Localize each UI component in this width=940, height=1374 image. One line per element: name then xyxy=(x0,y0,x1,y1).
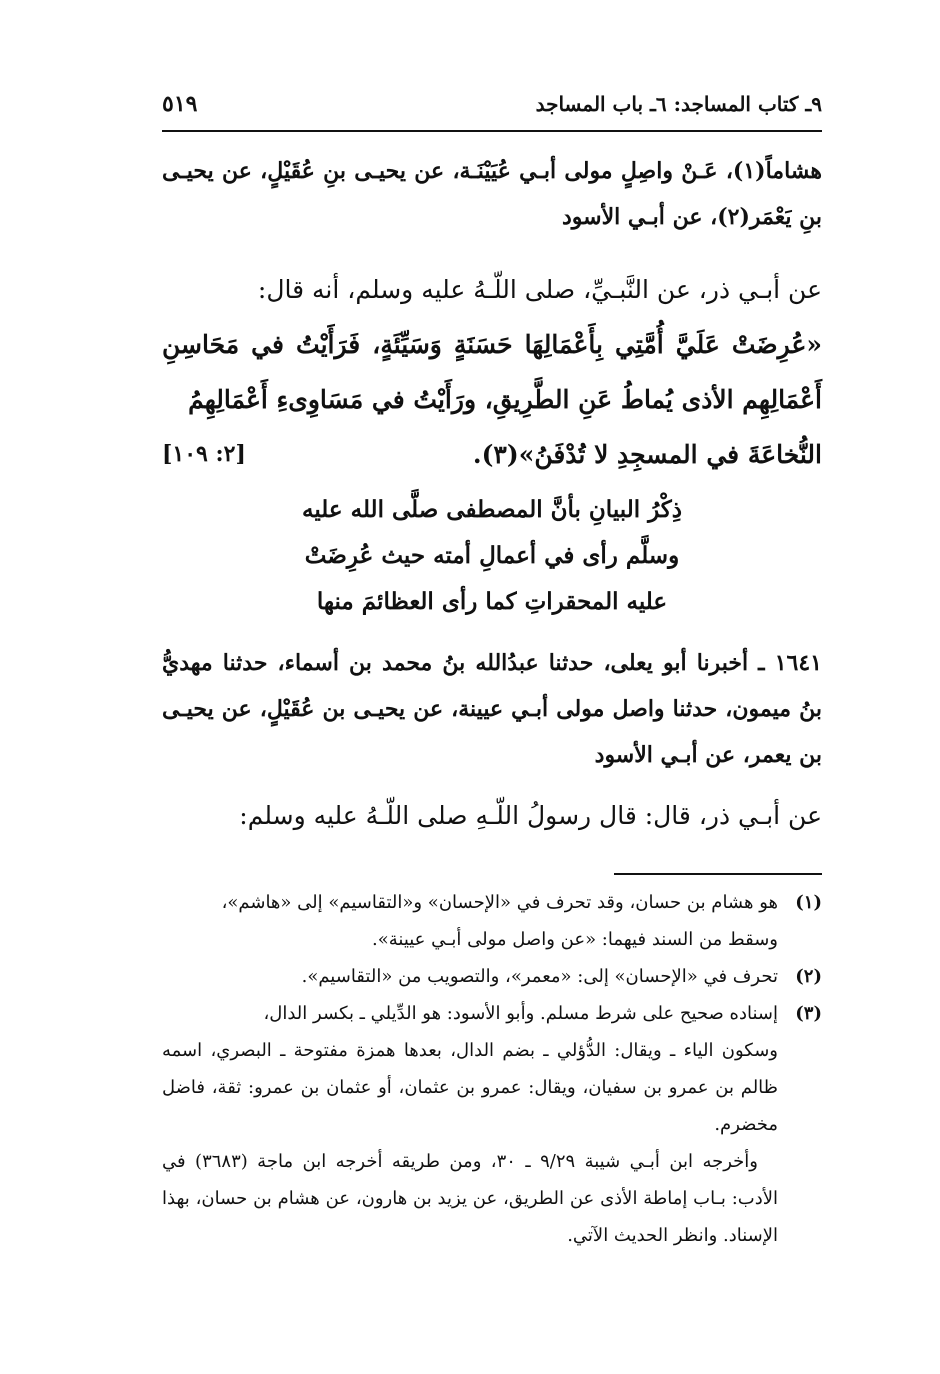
running-title: ٩ـ كتاب المساجد: ٦ـ باب المساجد xyxy=(535,92,822,116)
footnote-text: هو هشام بن حسان، وقد تحرف في «الإحسان» و«التقاسيم» إلى «هاشم»، xyxy=(221,892,778,913)
hadith-1641-matn-text: عن أبـي ذر، قال: قال رسولُ اللّـهِ صلى اللّـهُ عليه وسلم: xyxy=(239,801,822,830)
footnote-continuation: وسقط من السند فيهما: «عن واصل مولى أبـي عيينة». xyxy=(372,929,778,950)
footnote-3 xyxy=(162,995,822,1032)
hadith-last-line-1 xyxy=(162,427,822,482)
hadith-last-text-1: النُّخاعَةَ في المسجِدِ لا تُدْفَنُ»(٣). xyxy=(472,440,822,469)
cross-reference: [٢: ١٠٩] xyxy=(162,441,246,467)
isnad-chain-1 xyxy=(162,148,822,240)
hadith-1641-matn xyxy=(162,790,822,842)
heading-line-3: عليه المحقراتِ كما رأى العظائمَ منها xyxy=(316,588,668,615)
footnote-paragraph: وأخرجه ابن أبـي شيبة ٩/٢٩ ـ ٣٠، ومن طريقه أخرجه ابن ماجة (٣٦٨٣) في الأدب: بـاب إماطة الأذى عن الطريق، عن يزيد بن هارون، عن هشام بن حسان، بهذا الإسناد. وانظر الحديث الآتي. xyxy=(162,1151,778,1246)
footnotes xyxy=(162,884,822,1254)
heading-line-2: وسلَّم رأى في أعمالِ أمته حيث عُرِضَتْ xyxy=(304,542,680,569)
hadith-1641-isnad xyxy=(162,640,822,778)
heading-line-1: ذِكْرُ البيانِ بأنَّ المصطفى صلَّى الله عليه xyxy=(302,496,682,523)
footnote-text: إسناده صحيح على شرط مسلم. وأبو الأسود: هو الدِّيلي ـ بكسر الدال، xyxy=(263,1003,778,1024)
footnote-2 xyxy=(162,958,822,995)
hadith-text-1 xyxy=(162,317,822,482)
footnote-1 xyxy=(162,884,822,921)
footnote-number: (٢) xyxy=(795,966,822,987)
page-header xyxy=(162,84,822,124)
header-rule xyxy=(162,130,822,132)
matn-intro-1 xyxy=(162,262,822,317)
isnad-text-1: هشاماً(١)، عَـنْ واصِلٍ مولى أبـي عُيَيْنَـة، عن يحيـى بنِ عُقَيْلٍ، عن يحيـى بنِ يَعْمَر(٢)، عن أبـي الأسود xyxy=(162,158,822,230)
page-number: ٥١٩ xyxy=(162,91,198,117)
hadith-body-1: «عُرِضَتْ عَلَيَّ أُمَّتِي بِأَعْمَالِهَا حَسَنَةٍ وَسَيِّئَةٍ، فَرَأَيْتُ في مَحَاسِنِ أَعْمَالِهِم الأذى يُماطُ عَنِ الطَّرِيقِ، ورَأَيْتُ في مَسَاوِىءِ أَعْمَالِهِمُ xyxy=(162,330,822,414)
footnote-continuation: وسكون الياء ـ ويقال: الدُّؤلي ـ بضم الدال، بعدها همزة مفتوحة ـ البصري، اسمه ظالم بن عمرو بن سفيان، ويقال: عمرو بن عثمان، أو عثمان بن عمرو: ثقة، فاضل مخضرم. xyxy=(162,1040,778,1135)
matn-intro-text-1: عن أبـي ذر، عن النَّبـيِّ، صلى اللّـهُ عليه وسلم، أنه قال: xyxy=(257,275,822,304)
footnote-number: (٣) xyxy=(795,1003,822,1024)
footnote-rule xyxy=(614,873,822,875)
footnote-text: تحرف في «الإحسان» إلى: «معمر»، والتصويب من «التقاسيم». xyxy=(301,966,778,987)
hadith-1641-text: ١٦٤١ ـ أخبرنا أبو يعلى، حدثنا عبدُالله بنُ محمد بن أسماء، حدثنا مهديُّ بنُ ميمون، حدثنا واصل مولى أبـي عيينة، عن يحيـى بن عُقَيْلٍ، عن يحيـى بن يعمر، عن أبـي الأسود xyxy=(162,650,822,768)
section-heading xyxy=(262,487,722,625)
footnote-number: (١) xyxy=(795,892,822,913)
